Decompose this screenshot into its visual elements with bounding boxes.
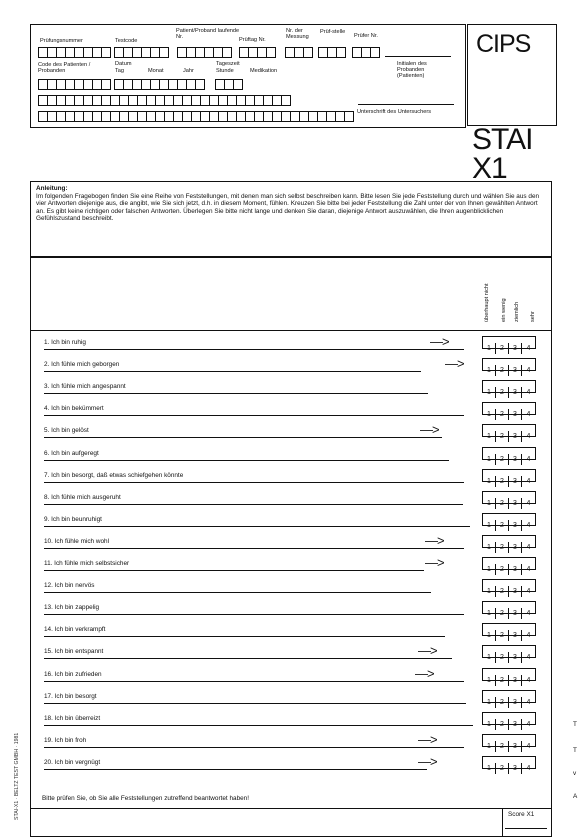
label-medikation: Medikation xyxy=(250,68,278,74)
testcode-boxes[interactable] xyxy=(114,47,169,58)
choice-1-box[interactable]: 1 xyxy=(483,630,496,641)
time-boxes[interactable] xyxy=(215,79,243,90)
choice-3-box[interactable]: 3 xyxy=(509,630,522,641)
item-choice-boxes xyxy=(482,668,536,684)
item-choice-boxes xyxy=(482,380,536,396)
choice-3-box[interactable]: 3 xyxy=(509,343,522,354)
score-line[interactable] xyxy=(505,828,547,829)
label-initialen: Initialen des Probanden (Patienten) xyxy=(397,61,427,79)
item-choice-boxes xyxy=(482,336,536,352)
label-pruefungsnummer: Prüfungsnummer xyxy=(40,38,83,44)
label-pruftag: Prüftag Nr. xyxy=(239,37,266,43)
choice-3-box[interactable]: 3 xyxy=(509,454,522,465)
choice-1-box[interactable]: 1 xyxy=(483,387,496,398)
initialen-line xyxy=(385,56,451,57)
item-underline xyxy=(44,437,442,438)
choice-3-box[interactable]: 3 xyxy=(509,542,522,553)
label-tag: Tag xyxy=(115,68,125,74)
item-label: 10. Ich fühle mich wohl xyxy=(44,538,110,545)
choice-4-box[interactable]: 4 xyxy=(526,765,531,772)
item-label: 14. Ich bin verkrampft xyxy=(44,626,106,633)
choice-4-box[interactable]: 4 xyxy=(526,522,531,529)
choice-2-box[interactable]: 2 xyxy=(496,542,509,553)
header-separator xyxy=(30,330,552,331)
edge-mark-1: T xyxy=(573,721,577,728)
edge-mark-4: A xyxy=(573,793,578,800)
choice-1-box[interactable]: 1 xyxy=(483,741,496,752)
item-choice-boxes xyxy=(482,491,536,507)
choice-2-box[interactable]: 2 xyxy=(496,697,509,708)
item-underline xyxy=(44,415,464,416)
item-choice-boxes xyxy=(482,623,536,639)
choice-2-box[interactable]: 2 xyxy=(496,431,509,442)
label-patient-proband: Patient/Proband laufende Nr. xyxy=(176,28,240,40)
answer-header-3: ziemlich xyxy=(514,301,520,322)
choice-1-box[interactable]: 1 xyxy=(483,652,496,663)
choice-2-box[interactable]: 2 xyxy=(496,586,509,597)
choice-2-box[interactable]: 2 xyxy=(496,564,509,575)
choice-4-box[interactable]: 4 xyxy=(526,743,531,750)
item-choice-boxes xyxy=(482,601,536,617)
choice-1-box[interactable]: 1 xyxy=(483,675,496,686)
label-monat: Monat xyxy=(148,68,164,74)
item-underline xyxy=(44,393,428,394)
item-underline xyxy=(44,658,452,659)
item-arrow-icon: —> xyxy=(420,422,439,437)
item-choice-boxes xyxy=(482,734,536,750)
choice-3-box[interactable]: 3 xyxy=(509,387,522,398)
choice-3-box[interactable]: 3 xyxy=(509,520,522,531)
item-label: 20. Ich bin vergnügt xyxy=(44,759,101,766)
choice-2-box[interactable]: 2 xyxy=(496,520,509,531)
choice-2-box[interactable]: 2 xyxy=(496,675,509,686)
choice-4-box[interactable]: 4 xyxy=(526,345,531,352)
choice-1-box[interactable]: 1 xyxy=(483,763,496,774)
choice-3-box[interactable]: 3 xyxy=(509,719,522,730)
choice-1-box[interactable]: 1 xyxy=(483,564,496,575)
item-label: 6. Ich bin aufgeregt xyxy=(44,450,99,457)
item-label: 15. Ich bin entspannt xyxy=(44,648,104,655)
choice-3-box[interactable]: 3 xyxy=(509,675,522,686)
choice-1-box[interactable]: 1 xyxy=(483,697,496,708)
item-underline xyxy=(44,460,449,461)
item-arrow-icon: —> xyxy=(415,666,434,681)
item-choice-boxes xyxy=(482,645,536,661)
signature-line[interactable] xyxy=(358,104,454,105)
choice-4-box[interactable]: 4 xyxy=(526,433,531,440)
choice-4-box[interactable]: 4 xyxy=(526,478,531,485)
item-arrow-icon: —> xyxy=(418,754,437,769)
choice-1-box[interactable]: 1 xyxy=(483,409,496,420)
side-margin-text: STAI-X1 · BELTZ TEST GMBH · 1981 xyxy=(14,732,20,820)
item-label: 4. Ich bin bekümmert xyxy=(44,405,104,412)
edge-mark-2: T xyxy=(573,747,577,754)
choice-1-box[interactable]: 1 xyxy=(483,498,496,509)
item-underline xyxy=(44,592,431,593)
answer-header-2: ein wenig xyxy=(501,298,507,322)
item-arrow-icon: —> xyxy=(430,334,449,349)
choice-4-box[interactable]: 4 xyxy=(526,566,531,573)
item-arrow-icon: —> xyxy=(418,643,437,658)
choice-2-box[interactable]: 2 xyxy=(496,387,509,398)
item-choice-boxes xyxy=(482,756,536,772)
choice-1-box[interactable]: 1 xyxy=(483,719,496,730)
item-arrow-icon: —> xyxy=(445,356,464,371)
choice-2-box[interactable]: 2 xyxy=(496,454,509,465)
answer-header-4: sehr xyxy=(530,311,536,322)
label-messung: Nr. der Messung xyxy=(286,28,309,40)
choice-1-box[interactable]: 1 xyxy=(483,343,496,354)
choice-3-box[interactable]: 3 xyxy=(509,564,522,575)
choice-4-box[interactable]: 4 xyxy=(526,677,531,684)
choice-4-box[interactable]: 4 xyxy=(526,367,531,374)
item-label: 19. Ich bin froh xyxy=(44,737,87,744)
label-jahr: Jahr xyxy=(183,68,194,74)
label-pruefstelle: Prüf-stelle xyxy=(320,29,346,35)
choice-4-box[interactable]: 4 xyxy=(526,389,531,396)
choice-2-box[interactable]: 2 xyxy=(496,630,509,641)
item-label: 17. Ich bin besorgt xyxy=(44,693,97,700)
edge-mark-3: v xyxy=(573,770,577,777)
item-choice-boxes xyxy=(482,402,536,418)
medication-boxes-row2[interactable] xyxy=(38,111,354,122)
choice-1-box[interactable]: 1 xyxy=(483,365,496,376)
choice-4-box[interactable]: 4 xyxy=(526,699,531,706)
form-title-x1: X1 xyxy=(472,152,507,185)
score-box-left xyxy=(502,808,503,837)
item-choice-boxes xyxy=(482,447,536,463)
answer-header-1: überhaupt nicht xyxy=(484,283,490,322)
instructions-text: Im folgenden Fragebogen finden Sie eine Reihe von Feststellungen, mit denen man sich selbst beschreiben kann. Bitte lesen Sie jede Feststellung durch und wählen Sie aus den vier Antworten diejenige aus, die angibt, wie Sie sich jetzt, d.h. in diesem Moment, fühlen. Kreuzen Sie bitte bei jeder Feststellung die Zahl unter der von Ihnen gewählten Antwort an. Es gibt keine richtigen oder falschen Antworten. Überlegen Sie bitte nicht lange und denken Sie daran, diejenige Antwort auszuwählen, die Ihren augenblicklichen Gefühlszustand beschreibt. xyxy=(36,193,540,223)
pruefer-boxes[interactable] xyxy=(352,47,380,58)
item-underline xyxy=(44,548,464,549)
item-choice-boxes xyxy=(482,712,536,728)
item-underline xyxy=(44,349,464,350)
cips-label: CIPS xyxy=(476,30,531,58)
label-code: Code des Patienten / Probanden xyxy=(38,62,91,74)
choice-4-box[interactable]: 4 xyxy=(526,456,531,463)
choice-3-box[interactable]: 3 xyxy=(509,763,522,774)
item-underline xyxy=(44,681,464,682)
choice-3-box[interactable]: 3 xyxy=(509,431,522,442)
item-underline xyxy=(44,371,421,372)
label-testcode: Testcode xyxy=(115,38,138,44)
item-underline xyxy=(44,504,463,505)
choice-4-box[interactable]: 4 xyxy=(526,610,531,617)
footer-separator xyxy=(30,808,552,809)
choice-3-box[interactable]: 3 xyxy=(509,365,522,376)
item-underline xyxy=(44,526,470,527)
item-choice-boxes xyxy=(482,358,536,374)
choice-4-box[interactable]: 4 xyxy=(526,544,531,551)
pruefungsnummer-boxes[interactable] xyxy=(38,47,111,58)
item-label: 12. Ich bin nervös xyxy=(44,582,95,589)
item-choice-boxes xyxy=(482,469,536,485)
item-label: 18. Ich bin überreizt xyxy=(44,715,101,722)
choice-4-box[interactable]: 4 xyxy=(526,500,531,507)
pruefstelle-boxes[interactable] xyxy=(318,47,346,58)
item-choice-boxes xyxy=(482,535,536,551)
check-note: Bitte prüfen Sie, ob Sie alle Feststellungen zutreffend beantwortet haben! xyxy=(42,795,250,802)
item-label: 13. Ich bin zappelig xyxy=(44,604,100,611)
choice-2-box[interactable]: 2 xyxy=(496,409,509,420)
item-underline xyxy=(44,482,464,483)
choice-2-box[interactable]: 2 xyxy=(496,763,509,774)
choice-2-box[interactable]: 2 xyxy=(496,652,509,663)
messung-boxes[interactable] xyxy=(285,47,313,58)
code-boxes[interactable] xyxy=(38,79,111,90)
item-underline xyxy=(44,614,464,615)
choice-3-box[interactable]: 3 xyxy=(509,586,522,597)
item-label: 9. Ich bin beunruhigt xyxy=(44,516,102,523)
choice-2-box[interactable]: 2 xyxy=(496,343,509,354)
choice-3-box[interactable]: 3 xyxy=(509,409,522,420)
item-label: 7. Ich bin besorgt, daß etwas schiefgehen könnte xyxy=(44,472,184,479)
choice-3-box[interactable]: 3 xyxy=(509,476,522,487)
choice-1-box[interactable]: 1 xyxy=(483,431,496,442)
choice-2-box[interactable]: 2 xyxy=(496,608,509,619)
item-choice-boxes xyxy=(482,690,536,706)
item-underline xyxy=(44,747,464,748)
choice-2-box[interactable]: 2 xyxy=(496,719,509,730)
pruftag-boxes[interactable] xyxy=(239,47,276,58)
item-label: 11. Ich fühle mich selbstsicher xyxy=(44,560,130,567)
choice-2-box[interactable]: 2 xyxy=(496,498,509,509)
label-tageszeit: Tageszeit xyxy=(216,61,240,67)
choice-1-box[interactable]: 1 xyxy=(483,586,496,597)
medication-boxes-row1[interactable] xyxy=(38,95,291,106)
item-label: 8. Ich fühle mich ausgeruht xyxy=(44,494,121,501)
choice-4-box[interactable]: 4 xyxy=(526,411,531,418)
item-choice-boxes xyxy=(482,424,536,440)
choice-2-box[interactable]: 2 xyxy=(496,476,509,487)
choice-4-box[interactable]: 4 xyxy=(526,721,531,728)
label-datum: Datum xyxy=(115,61,132,67)
item-arrow-icon: —> xyxy=(418,732,437,747)
item-underline xyxy=(44,703,466,704)
item-underline xyxy=(44,769,427,770)
item-underline xyxy=(44,725,473,726)
form-title-stai: STAI xyxy=(472,123,533,156)
choice-2-box[interactable]: 2 xyxy=(496,741,509,752)
label-stunde: Stunde xyxy=(216,68,234,74)
label-pruefer: Prüfer Nr. xyxy=(354,33,378,39)
choice-4-box[interactable]: 4 xyxy=(526,588,531,595)
item-label: 5. Ich bin gelöst xyxy=(44,427,89,434)
choice-4-box[interactable]: 4 xyxy=(526,632,531,639)
item-arrow-icon: —> xyxy=(425,533,444,548)
item-choice-boxes xyxy=(482,513,536,529)
item-underline xyxy=(44,570,424,571)
choice-2-box[interactable]: 2 xyxy=(496,365,509,376)
questionnaire-box xyxy=(30,257,552,837)
item-underline xyxy=(44,636,445,637)
choice-3-box[interactable]: 3 xyxy=(509,652,522,663)
item-choice-boxes xyxy=(482,579,536,595)
choice-3-box[interactable]: 3 xyxy=(509,697,522,708)
label-unterschrift: Unterschrift des Untersuchers xyxy=(357,109,431,115)
patient-number-boxes[interactable] xyxy=(177,47,232,58)
instructions-heading: Anleitung: xyxy=(36,185,68,192)
choice-1-box[interactable]: 1 xyxy=(483,476,496,487)
choice-1-box[interactable]: 1 xyxy=(483,608,496,619)
choice-3-box[interactable]: 3 xyxy=(509,741,522,752)
choice-1-box[interactable]: 1 xyxy=(483,520,496,531)
item-arrow-icon: —> xyxy=(425,555,444,570)
date-boxes[interactable] xyxy=(114,79,205,90)
item-choice-boxes xyxy=(482,557,536,573)
choice-3-box[interactable]: 3 xyxy=(509,498,522,509)
choice-4-box[interactable]: 4 xyxy=(526,654,531,661)
item-label: 3. Ich fühle mich angespannt xyxy=(44,383,126,390)
item-label: 16. Ich bin zufrieden xyxy=(44,671,102,678)
score-label: Score X1 xyxy=(508,811,535,818)
choice-1-box[interactable]: 1 xyxy=(483,542,496,553)
item-label: 1. Ich bin ruhig xyxy=(44,339,86,346)
choice-1-box[interactable]: 1 xyxy=(483,454,496,465)
choice-3-box[interactable]: 3 xyxy=(509,608,522,619)
item-label: 2. Ich fühle mich geborgen xyxy=(44,361,120,368)
